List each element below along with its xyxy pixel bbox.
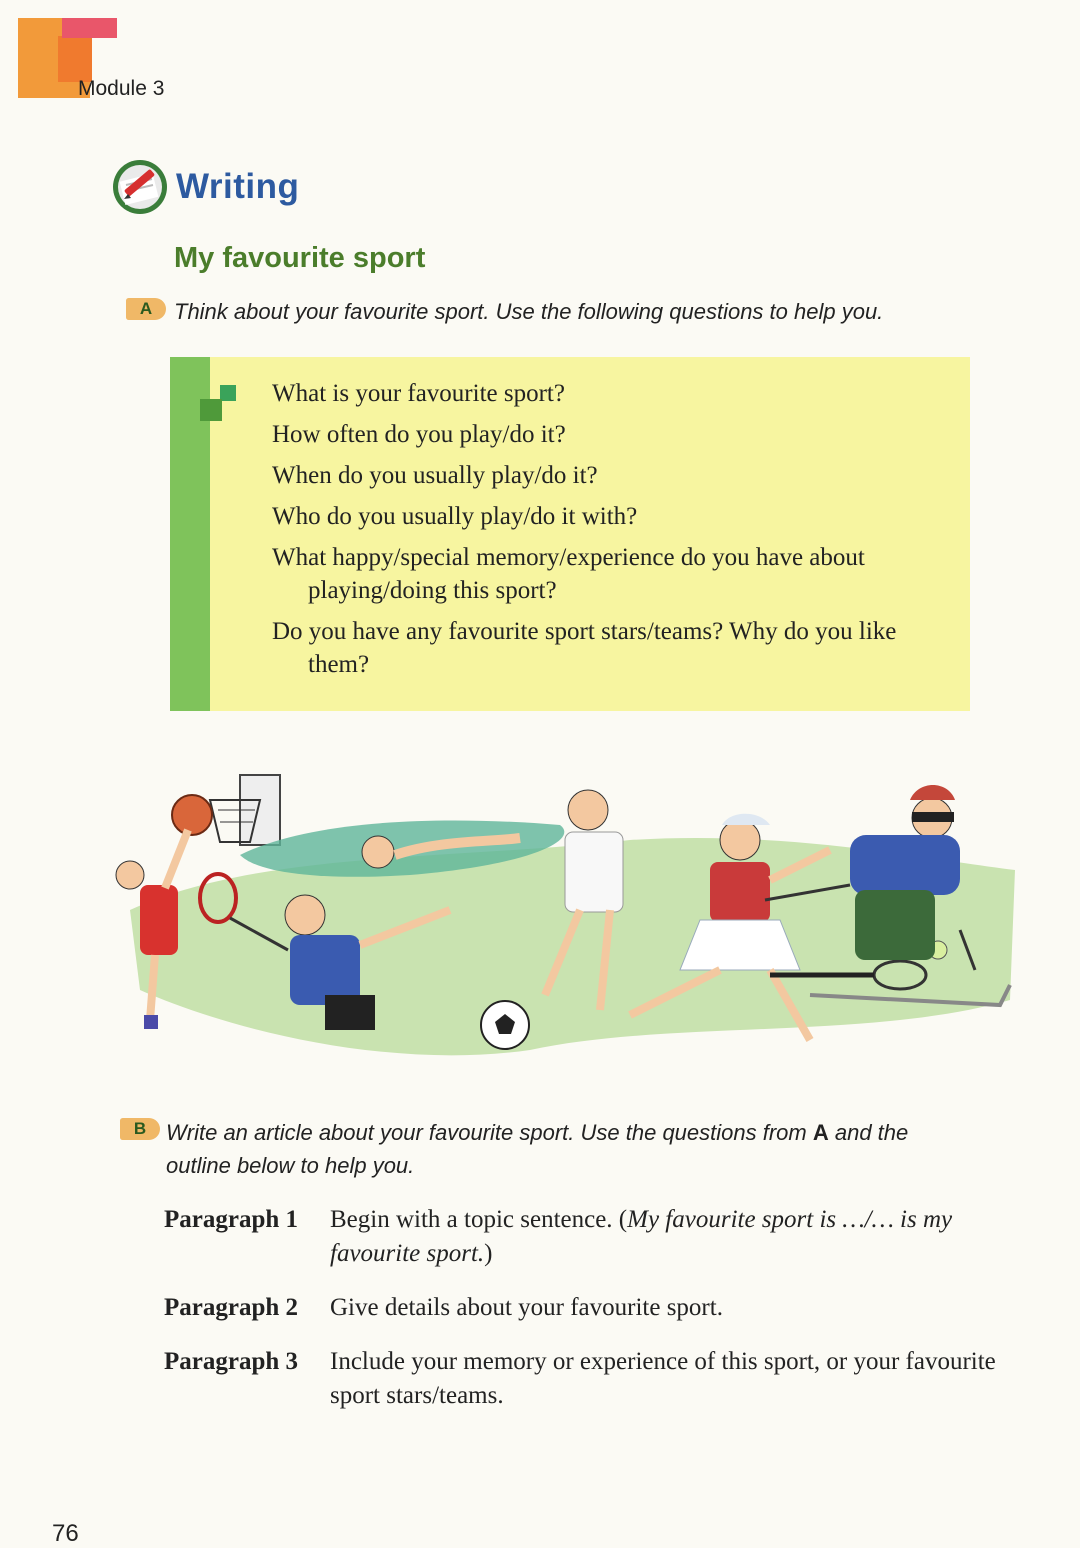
badge-b: B [120,1118,160,1140]
instruction-b-text-1: Write an article about your favourite sport. Use the questions from [166,1120,813,1145]
paragraph-example: My favourite sport is …/… is my favourite sport. [330,1206,953,1267]
paragraph-label: Paragraph 2 [164,1294,299,1321]
questions-box [170,357,970,711]
outline-row [164,1203,1024,1271]
outline-row [164,1291,1024,1325]
page-number: 76 [52,1520,79,1547]
paragraph-label: Paragraph 1 [164,1206,299,1233]
corner-decoration-inner [58,36,92,82]
squares-icon [200,385,240,425]
paragraph-label: Paragraph 3 [164,1348,299,1375]
section-title: Writing [176,167,300,206]
paragraph-text-end: ) [484,1240,493,1267]
paragraph-outline [164,1203,1024,1433]
question-item: How often do you play/do it? [272,421,566,448]
instruction-b [166,1116,966,1182]
paragraph-description [330,1203,1024,1271]
page-subtitle: My favourite sport [174,242,426,274]
module-label: Module 3 [78,77,165,100]
questions-list [272,377,962,689]
question-item: What happy/special memory/experience do you have about playing/doing this sport? [272,544,865,604]
instruction-b-ref: A [812,1120,829,1145]
instruction-a: Think about your favourite sport. Use the following questions to help you. [174,299,884,324]
question-item: What is your favourite sport? [272,380,565,407]
outline-row [164,1345,1024,1413]
corner-decoration-accent [62,18,117,38]
section-heading [112,158,299,216]
basketball-hoop [210,775,280,845]
paragraph-description: Include your memory or experience of this sport, or your favourite sport stars/teams. [330,1348,996,1409]
instruction-b-text-2: and the outline below to help you. [166,1120,909,1178]
question-item: Who do you usually play/do it with? [272,503,638,530]
paragraph-description: Give details about your favourite sport. [330,1294,723,1321]
pen-paper-icon [112,159,168,215]
basketball [172,795,212,835]
sports-illustration [110,770,1020,1060]
badge-a: A [126,298,166,320]
question-item: When do you usually play/do it? [272,462,598,489]
question-item: Do you have any favourite sport stars/teams? Why do you like them? [272,618,897,678]
paragraph-text: Begin with a topic sentence. ( [330,1206,628,1233]
